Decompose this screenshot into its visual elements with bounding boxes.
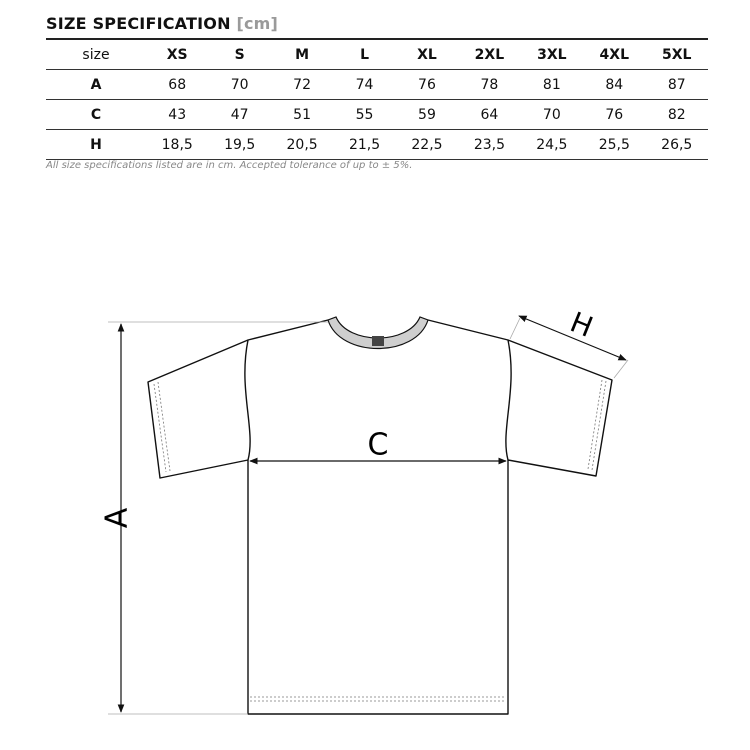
tolerance-note: All size specifications listed are in cm. Accepted tolerance of up to ± 5%. [46,160,413,171]
table-cell: 87 [646,70,709,100]
collar [328,317,428,349]
table-cell: 55 [333,100,395,130]
table-cell: 68 [146,70,208,100]
label-tag-icon [372,336,384,346]
table-cell: 18,5 [146,130,208,160]
table-cell: 25,5 [583,130,645,160]
table-cell: 59 [396,100,458,130]
table-cell: 76 [396,70,458,100]
table-cell: 22,5 [396,130,458,160]
size-header-cell: XS [146,39,208,70]
table-cell: 21,5 [333,130,395,160]
table-cell: 81 [521,70,583,100]
table-cell: 72 [271,70,333,100]
table-cell: 51 [271,100,333,130]
table-cell: 70 [208,70,270,100]
table-cell: 74 [333,70,395,100]
size-header-cell: M [271,39,333,70]
row-label: C [46,100,146,130]
table-cell: 19,5 [208,130,270,160]
size-header-cell: 2XL [458,39,520,70]
dimension-c-label: C [367,427,389,463]
table-cell: 26,5 [646,130,709,160]
size-header-cell: L [333,39,395,70]
title-unit: [cm] [236,14,279,33]
size-header-cell: XL [396,39,458,70]
dimension-a-label: A [99,507,135,529]
table-cell: 23,5 [458,130,520,160]
table-cell: 43 [146,100,208,130]
row-label: A [46,70,146,100]
table-cell: 78 [458,70,520,100]
size-header-cell: 3XL [521,39,583,70]
table-cell: 82 [646,100,709,130]
title-text: SIZE SPECIFICATION [46,14,231,33]
row-label: H [46,130,146,160]
table-cell: 20,5 [271,130,333,160]
dimension-c [250,428,506,463]
table-cell: 47 [208,100,270,130]
table-cell: 70 [521,100,583,130]
table-cell: 84 [583,70,645,100]
size-header-cell: 5XL [646,39,709,70]
size-header-cell: S [208,39,270,70]
dimension-a [100,322,329,714]
tshirt-outline [148,320,612,714]
size-header-cell: 4XL [583,39,645,70]
dimension-h [510,305,628,378]
table-cell: 76 [583,100,645,130]
table-cell: 24,5 [521,130,583,160]
size-column-label: size [46,39,146,70]
table-cell: 64 [458,100,520,130]
dimension-h-label: H [565,305,598,344]
